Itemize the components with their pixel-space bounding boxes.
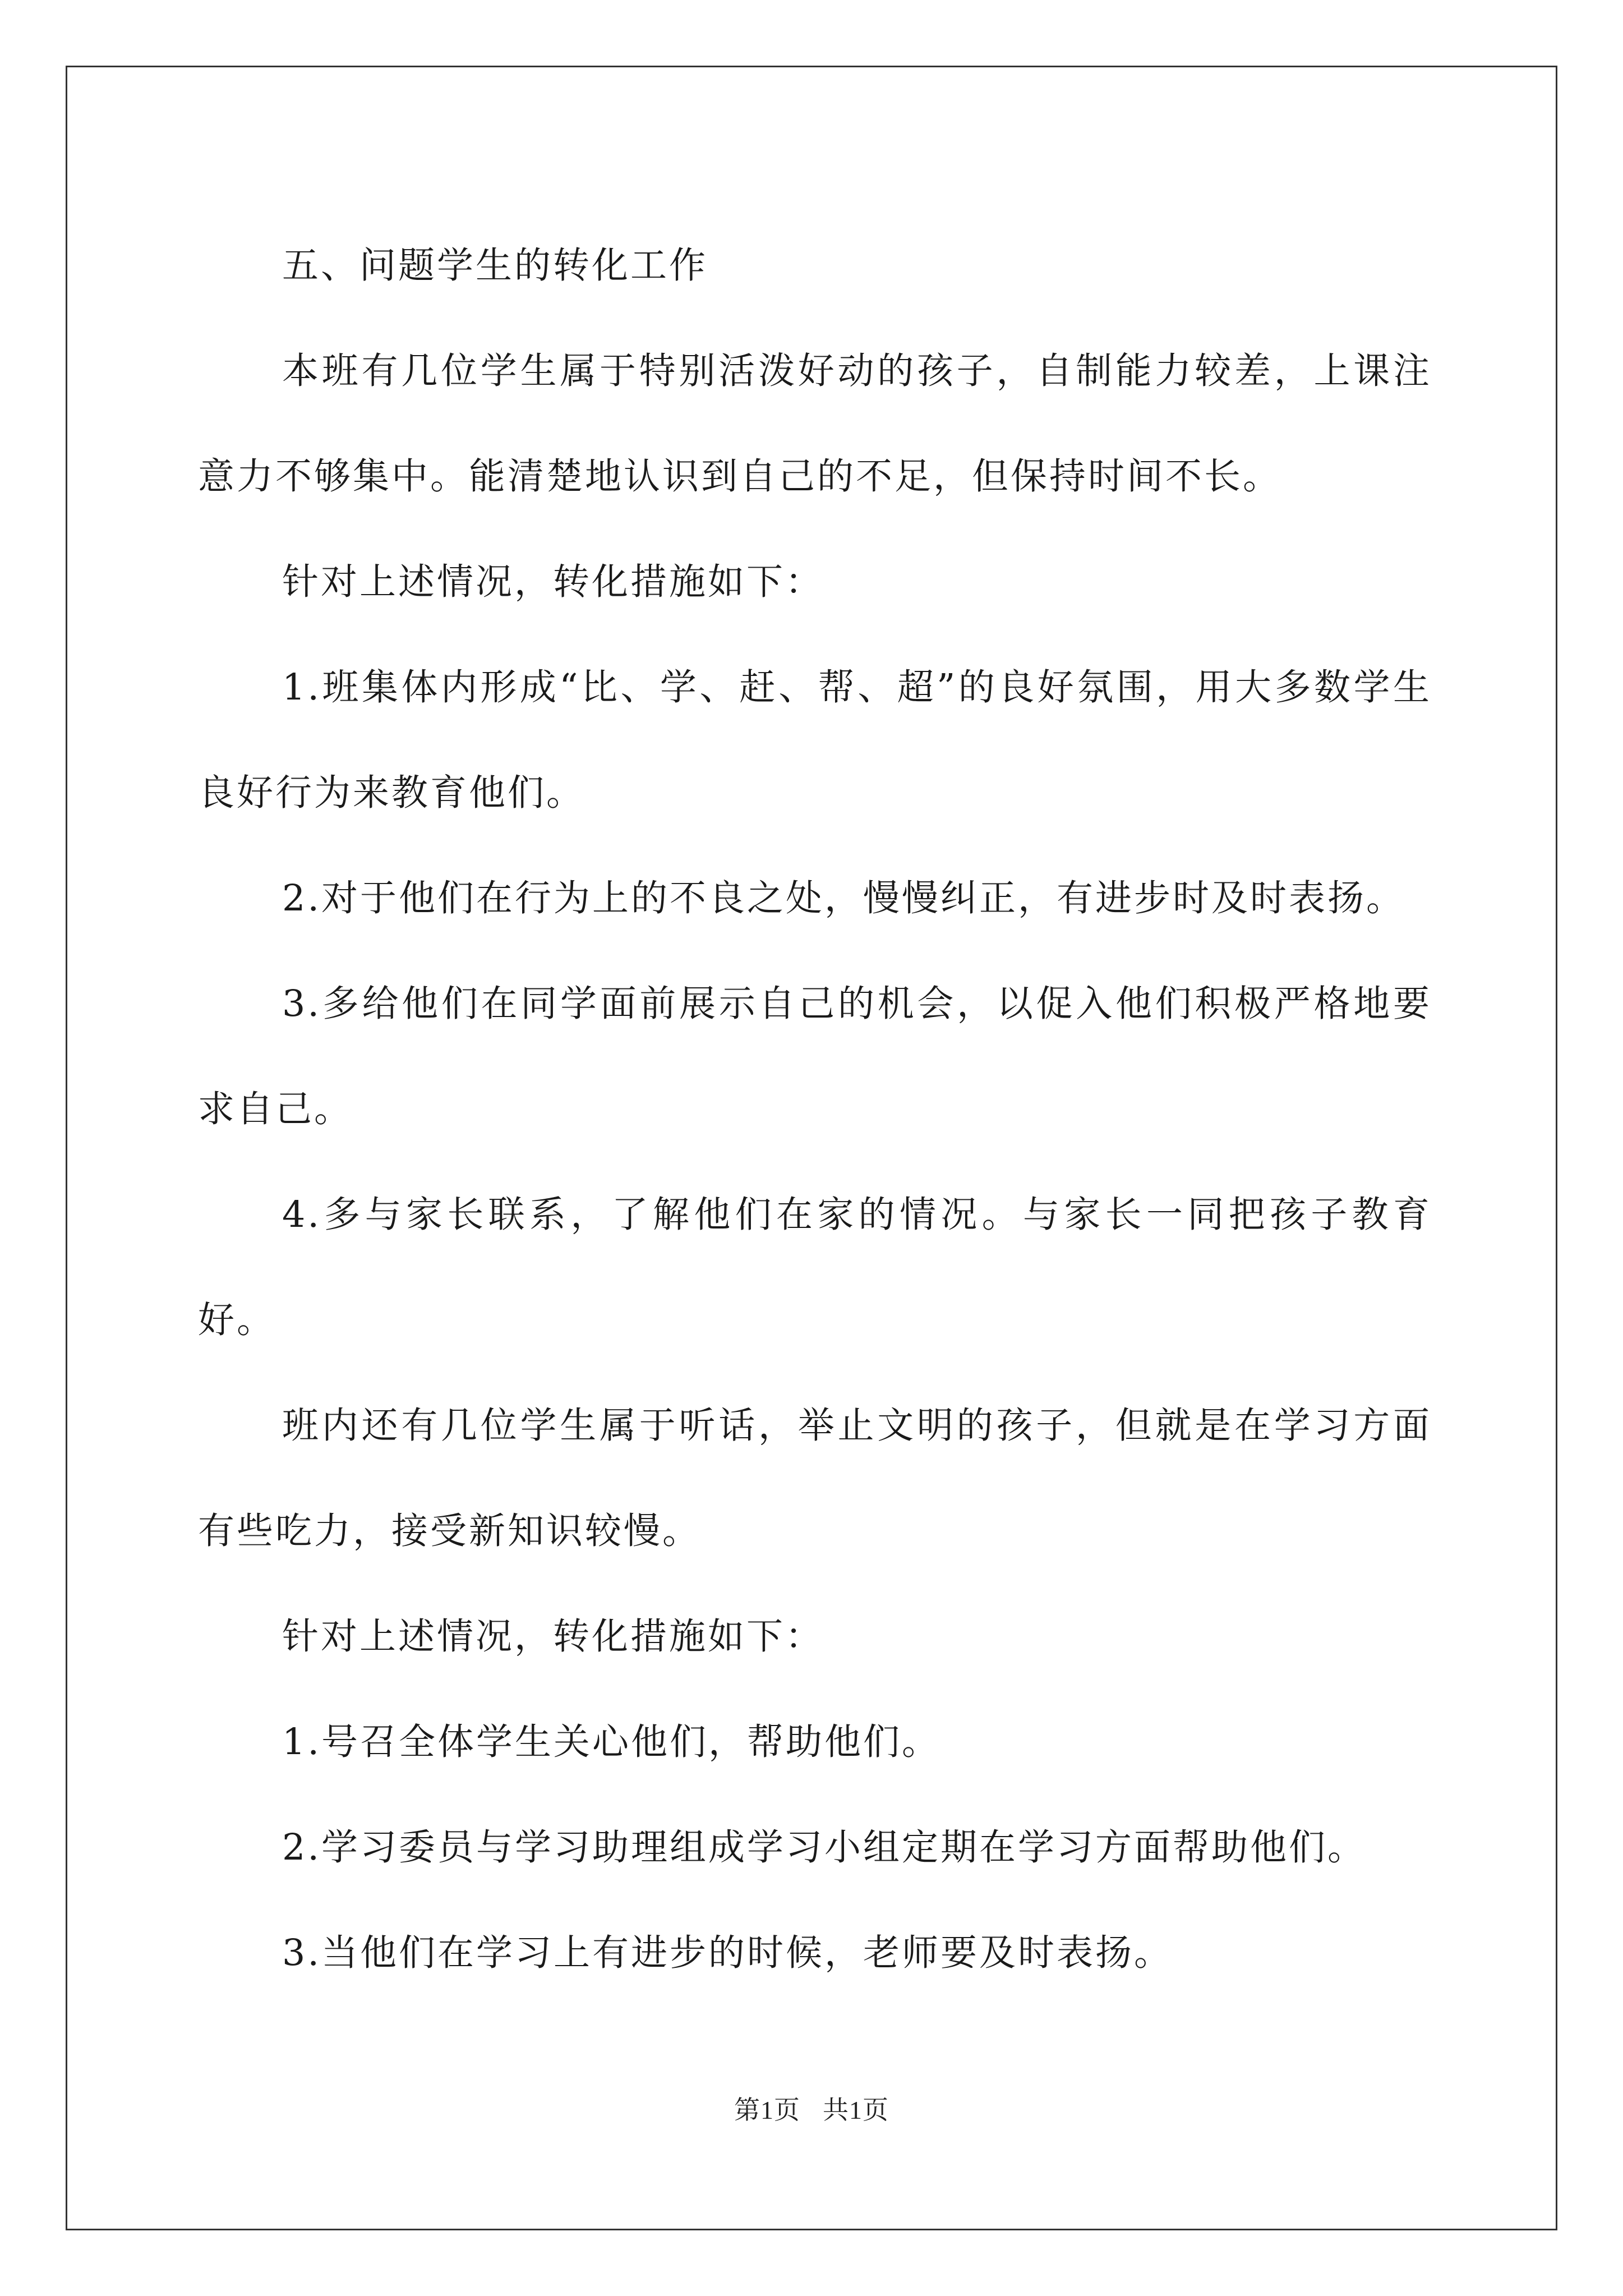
total-pages: 共1页 xyxy=(823,2096,889,2124)
section-heading: 五、问题学生的转化工作 xyxy=(282,245,708,287)
list-item: 2.对于他们在行为上的不良之处，慢慢纠正，有进步时及时表扬。 xyxy=(282,877,1405,919)
list-item: 1.号召全体学生关心他们，帮助他们。 xyxy=(282,1721,941,1763)
list-item: 3.当他们在学习上有进步的时候，老师要及时表扬。 xyxy=(282,1932,1173,1974)
paragraph: 针对上述情况，转化措施如下： xyxy=(282,1616,824,1658)
paragraph: 本班有几位学生属于特别活泼好动的孩子，自制能力较差，上课注意力不够集中。能清楚地认识到自己的不足，但保持时间不长。 xyxy=(198,350,1432,498)
page-footer xyxy=(0,2090,1623,2127)
paragraph: 针对上述情况，转化措施如下： xyxy=(282,561,824,603)
page-number: 第1页 xyxy=(734,2096,800,2124)
list-item: 3.多给他们在同学面前展示自己的机会，以促入他们积极严格地要求自己。 xyxy=(198,983,1432,1130)
document-body xyxy=(198,213,1432,2006)
list-item: 2.学习委员与学习助理组成学习小组定期在学习方面帮助他们。 xyxy=(282,1826,1367,1869)
list-item: 4.多与家长联系，了解他们在家的情况。与家长一同把孩子教育好。 xyxy=(198,1194,1432,1341)
list-item: 1.班集体内形成“比、学、赶、帮、超”的良好氛围，用大多数学生良好行为来教育他们。 xyxy=(198,666,1432,814)
paragraph: 班内还有几位学生属于听话，举止文明的孩子，但就是在学习方面有些吃力，接受新知识较慢。 xyxy=(198,1405,1432,1552)
